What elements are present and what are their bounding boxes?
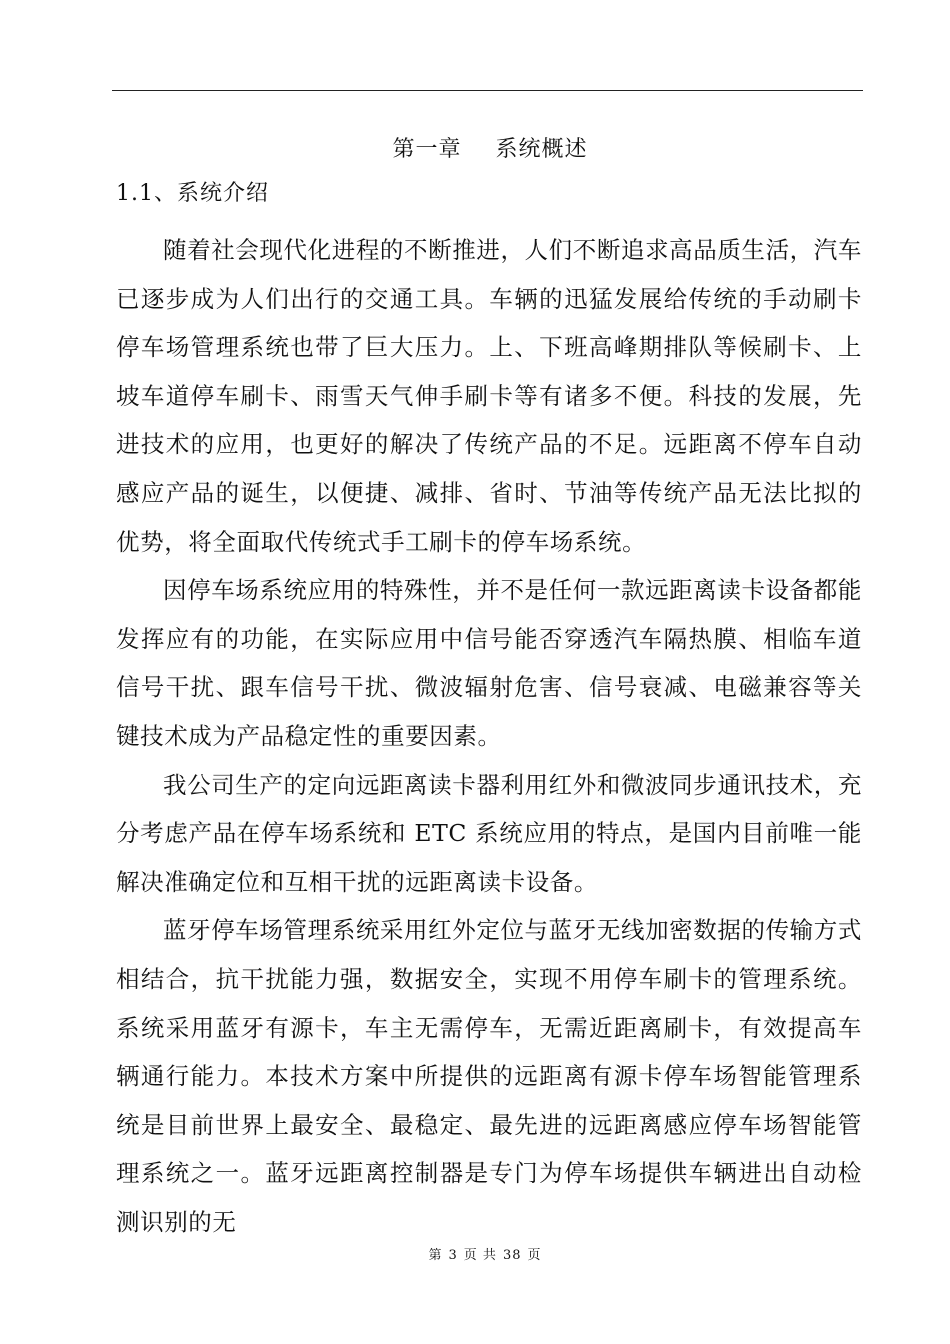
paragraph-intro: 随着社会现代化进程的不断推进，人们不断追求高品质生活，汽车已逐步成为人们出行的交通工具。车辆的迅猛发展给传统的手动刷卡停车场管理系统也带了巨大压力。上、下班高峰期排队等候刷卡、上坡车道停车刷卡、雨雪天气伸手刷卡等有诸多不便。科技的发展，先进技术的应用，也更好的解决了传统产品的不足。远距离不停车自动感应产品的诞生，以便捷、减排、省时、节油等传统产品无法比拟的优势，将全面取代传统式手工刷卡的停车场系统。 (116, 236, 862, 556)
footer-total-pages: 38 (502, 1248, 522, 1263)
paragraph-particularity: 因停车场系统应用的特殊性，并不是任何一款远距离读卡设备都能发挥应有的功能，在实际应用中信号能否穿透汽车隔热膜、相临车道信号干扰、跟车信号干扰、微波辐射危害、信号衰减、电磁兼容等关键技术成为产品稳定性的重要因素。 (116, 576, 862, 750)
chapter-name: 系统概述 (495, 137, 588, 162)
page-footer (0, 1247, 950, 1265)
paragraph-bluetooth: 蓝牙停车场管理系统采用红外定位与蓝牙无线加密数据的传输方式相结合，抗干扰能力强，数据安全，实现不用停车刷卡的管理系统。系统采用蓝牙有源卡，车主无需停车，无需近距离刷卡，有效提高车辆通行能力。本技术方案中所提供的远距离有源卡停车场智能管理系统是目前世界上最安全、最稳定、最先进的远距离感应停车场智能管理系统之一。蓝牙远距离控制器是专门为停车场提供车辆进出自动检测识别的无 (116, 916, 862, 1236)
footer-prefix: 第 (428, 1248, 443, 1263)
chapter-title (0, 132, 950, 168)
footer-suffix: 页 (527, 1248, 542, 1263)
footer-middle: 页 共 (463, 1248, 497, 1263)
header-rule (112, 90, 863, 91)
body-text (116, 226, 862, 1246)
paragraph-reader: 我公司生产的定向远距离读卡器利用红外和微波同步通讯技术，充分考虑产品在停车场系统和 ETC 系统应用的特点，是国内目前唯一能解决准确定位和互相干扰的远距离读卡设备。 (116, 770, 862, 896)
chapter-number: 第一章 (392, 137, 462, 162)
section-heading: 1.1、系统介绍 (116, 181, 269, 206)
footer-current-page: 3 (448, 1248, 458, 1263)
